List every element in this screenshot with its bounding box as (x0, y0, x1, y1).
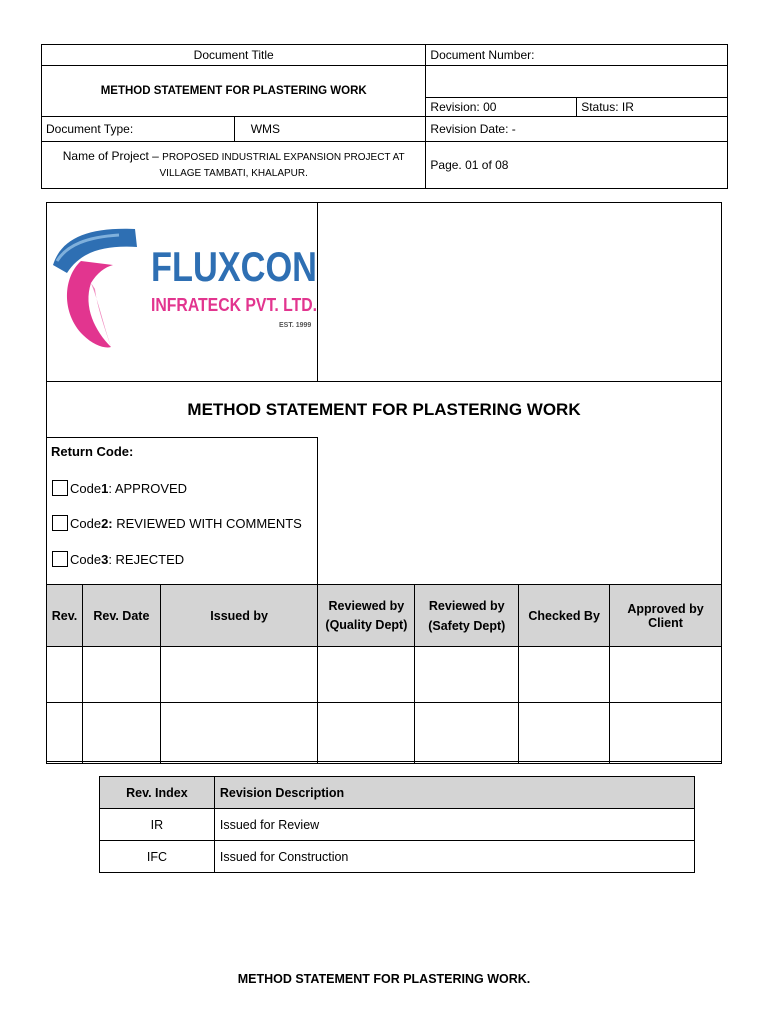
table-cell[interactable] (519, 703, 610, 764)
code-3-label: : REJECTED (108, 551, 185, 567)
col-checked-by: Checked By (519, 585, 610, 647)
table-cell[interactable] (82, 647, 160, 703)
document-number-value (426, 66, 728, 98)
logo-established: EST. 1999 (279, 322, 312, 329)
revision-date: Revision Date: - (426, 117, 728, 142)
revision-approval-table (46, 584, 722, 764)
document-title: METHOD STATEMENT FOR PLASTERING WORK (42, 66, 426, 117)
code-3-option[interactable] (52, 551, 184, 567)
return-code-box (47, 437, 318, 585)
index-header-row (100, 777, 695, 809)
code-3-prefix: Code (70, 551, 102, 567)
project-label: Name of Project – (62, 149, 159, 163)
revision-index-table (99, 776, 695, 873)
rev-description-cell: Issued for Review (214, 809, 694, 841)
code-1-label: : APPROVED (108, 480, 188, 496)
code-2-prefix: Code (70, 515, 102, 531)
code-2-number: 2: (101, 515, 113, 531)
col-rev-index: Rev. Index (100, 777, 215, 809)
col-rev: Rev. (47, 585, 83, 647)
table-cell[interactable] (318, 647, 415, 703)
code-1-checkbox[interactable] (52, 480, 68, 496)
col-revision-description: Revision Description (214, 777, 694, 809)
table-header-row (47, 585, 722, 647)
project-name-line-1: PROPOSED INDUSTRIAL EXPANSION PROJECT AT (162, 152, 405, 163)
table-cell[interactable] (82, 703, 160, 764)
status: Status: IR (577, 98, 728, 117)
col-issued-by: Issued by (160, 585, 318, 647)
document-title-label: Document Title (42, 45, 426, 66)
table-cell[interactable] (47, 703, 83, 764)
rev-index-cell: IR (100, 809, 215, 841)
table-row (100, 809, 695, 841)
table-cell[interactable] (47, 647, 83, 703)
page-number: Page. 01 of 08 (426, 142, 728, 189)
main-title: METHOD STATEMENT FOR PLASTERING WORK (47, 381, 721, 437)
table-cell[interactable] (318, 703, 415, 764)
cover-block (46, 202, 722, 762)
logo-subtitle: INFRATECK PVT. LTD. (151, 295, 317, 315)
rev-description-cell: Issued for Construction (214, 841, 694, 873)
table-row (100, 841, 695, 873)
document-type: WMS (234, 117, 426, 142)
code-1-prefix: Code (70, 480, 102, 496)
table-cell[interactable] (160, 703, 318, 764)
revision: Revision: 00 (426, 98, 577, 117)
col-reviewed-safety: Reviewed by (Safety Dept) (415, 585, 519, 647)
table-cell[interactable] (415, 647, 519, 703)
project-name (42, 142, 426, 189)
code-3-checkbox[interactable] (52, 551, 68, 567)
rev-index-cell: IFC (100, 841, 215, 873)
logo-box (47, 203, 318, 381)
logo-name: FLUXCON (151, 243, 317, 290)
document-header-table (41, 44, 728, 189)
project-name-line-2: VILLAGE TAMBATI, KHALAPUR. (159, 168, 308, 179)
col-reviewed-quality: Reviewed by (Quality Dept) (318, 585, 415, 647)
table-cell[interactable] (519, 647, 610, 703)
return-code-title: Return Code: (51, 444, 134, 459)
code-1-option[interactable] (52, 480, 187, 496)
code-2-option[interactable] (52, 515, 302, 531)
code-3-number: 3 (101, 551, 109, 567)
document-type-label: Document Type: (42, 117, 235, 142)
code-1-number: 1 (101, 480, 109, 496)
code-2-checkbox[interactable] (52, 515, 68, 531)
company-logo (47, 203, 317, 381)
table-cell[interactable] (610, 703, 722, 764)
table-cell[interactable] (610, 647, 722, 703)
col-rev-date: Rev. Date (82, 585, 160, 647)
footer-title: METHOD STATEMENT FOR PLASTERING WORK. (237, 972, 531, 986)
col-approved-by-client: Approved by Client (610, 585, 722, 647)
table-row (47, 647, 722, 703)
code-2-label: REVIEWED WITH COMMENTS (112, 515, 302, 531)
table-cell[interactable] (415, 703, 519, 764)
document-number-label: Document Number: (426, 45, 728, 66)
table-cell[interactable] (160, 647, 318, 703)
table-row (47, 703, 722, 764)
